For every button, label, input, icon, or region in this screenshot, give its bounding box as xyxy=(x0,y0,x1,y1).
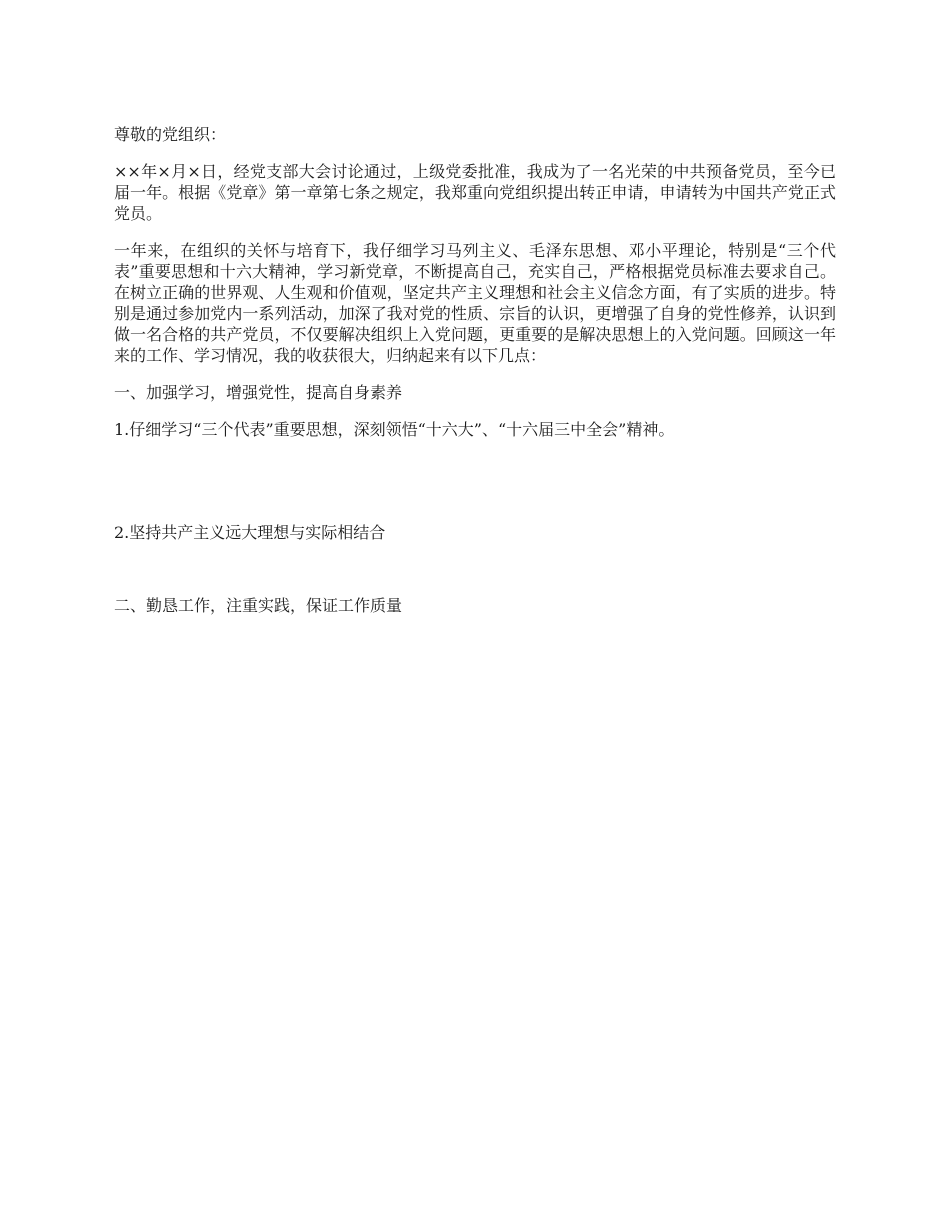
section-heading-2: 二、勤恳工作，注重实践，保证工作质量 xyxy=(114,596,403,615)
document-body xyxy=(114,124,836,616)
paragraph-review: 一年来，在组织的关怀与培育下，我仔细学习马列主义、毛泽东思想、邓小平理论，特别是“三个代表”重要思想和十六大精神，学习新党章，不断提高自己，充实自己，严格根据党员标准去要求自己。在树立正确的世界观、人生观和价值观，坚定共产主义理想和社会主义信念方面，有了实质的进步。特别是通过参加党内一系列活动，加深了我对党的性质、宗旨的认识，更增强了自身的党性修养，认识到做一名合格的共产党员，不仅要解决组织上入党问题，更重要的是解决思想上的入党问题。回顾这一年来的工作、学习情况，我的收获很大，归纳起来有以下几点： xyxy=(114,241,836,365)
paragraph-application: ××年×月×日，经党支部大会讨论通过，上级党委批准，我成为了一名光荣的中共预备党员，至今已届一年。根据《党章》第一章第七条之规定，我郑重向党组织提出转正申请，申请转为中国共产党正式党员。 xyxy=(114,162,836,223)
section-1-item-1: 1.仔细学习“三个代表”重要思想，深刻领悟“十六大”、“十六届三中全会”精神。 xyxy=(114,420,675,439)
salutation: 尊敬的党组织： xyxy=(114,125,227,144)
section-heading-1: 一、加强学习，增强党性，提高自身素养 xyxy=(114,383,403,402)
section-1-item-2: 2.坚持共产主义远大理想与实际相结合 xyxy=(114,523,386,542)
